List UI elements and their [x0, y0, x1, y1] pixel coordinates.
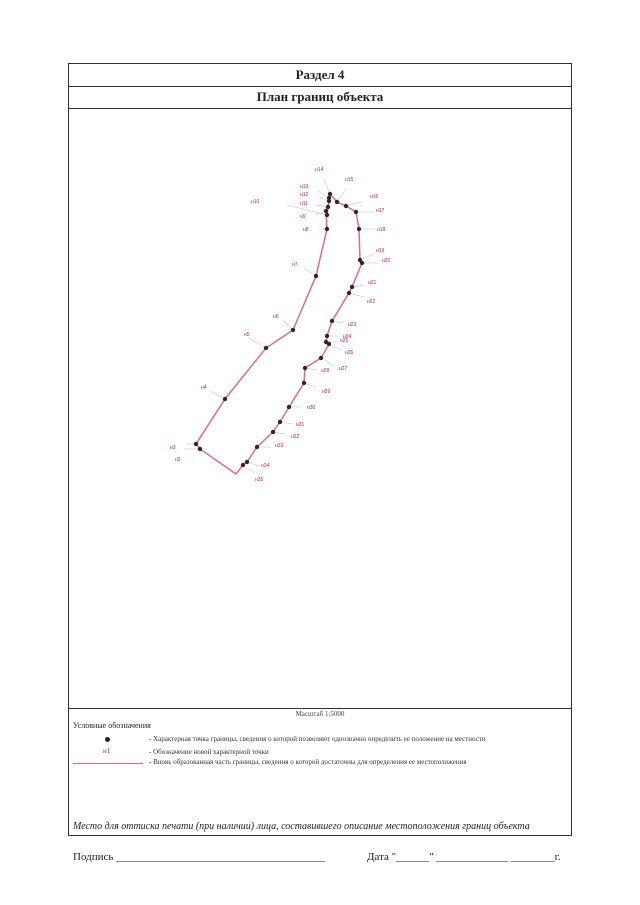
- boundary-point: [328, 192, 332, 196]
- point-label: н15: [345, 177, 354, 183]
- boundary-point: [330, 319, 334, 323]
- point-label: н7: [292, 262, 298, 268]
- point-label: н29: [322, 389, 331, 395]
- point-label: н16: [370, 194, 379, 200]
- point-leader-line: [321, 358, 335, 366]
- boundary-point: [198, 447, 202, 451]
- document-frame: [68, 63, 572, 863]
- point-label: н20: [382, 258, 391, 264]
- signature-line: Подпись ______________________________________: [73, 851, 326, 863]
- boundary-point: [350, 285, 354, 289]
- boundary-point: [326, 205, 330, 209]
- point-label: н21: [368, 280, 377, 286]
- point-label: н22: [367, 299, 376, 305]
- date-line: Дата "______" _____________ ________г.: [367, 851, 561, 863]
- point-label: н31: [296, 422, 305, 428]
- boundary-point: [194, 442, 198, 446]
- plan-title: План границ объекта: [69, 86, 571, 109]
- boundary-point: [335, 200, 339, 204]
- boundary-point: [325, 334, 329, 338]
- point-label: н24: [343, 334, 352, 340]
- boundary-point: [271, 430, 275, 434]
- boundary-point: [360, 261, 364, 265]
- point-leader-line: [360, 254, 374, 260]
- point-label: н4: [201, 385, 207, 391]
- boundary-point: [357, 227, 361, 231]
- point-label: н19: [376, 248, 385, 254]
- point-leader-line: [248, 338, 266, 348]
- legend-line-desc: - Вновь образованная часть границы, сведения о которой достаточны для определения ее местоположения: [149, 758, 467, 766]
- point-leader-line: [346, 202, 362, 206]
- point-label: н9: [300, 214, 306, 220]
- point-leader-line: [210, 391, 225, 399]
- boundary-point: [291, 328, 295, 332]
- section-title: Раздел 4: [69, 64, 571, 87]
- point-label: н26: [345, 350, 354, 356]
- point-label: н10: [251, 199, 260, 205]
- point-label: н33: [275, 443, 284, 449]
- stamp-note: Место для оттиска печати (при наличии) лица, составившего описание местоположения границ объекта: [73, 821, 530, 832]
- boundary-plan: [69, 109, 571, 707]
- legend-line-icon: [73, 763, 143, 764]
- boundary-point: [354, 210, 358, 214]
- boundary-line: [196, 194, 362, 474]
- boundary-point: [264, 346, 268, 350]
- boundary-point: [255, 445, 259, 449]
- boundary-point: [327, 342, 331, 346]
- point-label: н30: [307, 405, 316, 411]
- point-label: н34: [261, 463, 270, 469]
- legend-title: Условные обозначения: [73, 721, 151, 730]
- point-label: н35: [255, 477, 264, 483]
- boundary-point: [324, 209, 328, 213]
- point-label: н5: [244, 332, 250, 338]
- point-label: н17: [376, 208, 385, 214]
- boundary-point: [314, 274, 318, 278]
- boundary-point: [223, 397, 227, 401]
- boundary-points: [194, 192, 364, 467]
- point-label: н23: [348, 322, 357, 328]
- boundary-point: [344, 204, 348, 208]
- boundary-point: [303, 366, 307, 370]
- boundary-point: [347, 291, 351, 295]
- point-label: н2: [175, 457, 181, 463]
- boundary-point: [302, 381, 306, 385]
- boundary-point: [319, 356, 323, 360]
- legend-point-desc: - Характерная точка границы, сведения о которой позволяют однозначно определить ее положение на местности: [149, 735, 486, 743]
- point-leader-line: [324, 180, 330, 194]
- point-label: н32: [291, 434, 300, 440]
- boundary-point: [325, 213, 329, 217]
- point-label: н6: [273, 314, 279, 320]
- point-leader-line: [337, 188, 347, 202]
- boundary-point: [241, 463, 245, 467]
- point-label: н12: [300, 192, 309, 198]
- boundary-point: [245, 460, 249, 464]
- point-label: н14: [315, 167, 324, 173]
- point-label: н11: [300, 201, 308, 207]
- point-label: н3: [170, 445, 176, 451]
- boundary-point: [278, 420, 282, 424]
- point-labels: [170, 167, 391, 483]
- point-label: н25: [340, 338, 349, 344]
- point-label: н28: [321, 368, 330, 374]
- point-label: н18: [377, 227, 386, 233]
- boundary-point: [287, 405, 291, 409]
- boundary-point: [325, 227, 329, 231]
- map-divider: [69, 708, 571, 709]
- point-label: н8: [303, 227, 309, 233]
- legend-code-desc: - Обозначение новой характерной точки: [149, 748, 269, 756]
- scale-label: Масштаб 1:5000: [295, 710, 345, 718]
- point-label: н27: [339, 366, 348, 372]
- legend-code-sample: н1: [103, 747, 111, 755]
- point-label: н13: [300, 184, 309, 190]
- boundary-point: [327, 196, 331, 200]
- legend-point-icon: [105, 737, 110, 742]
